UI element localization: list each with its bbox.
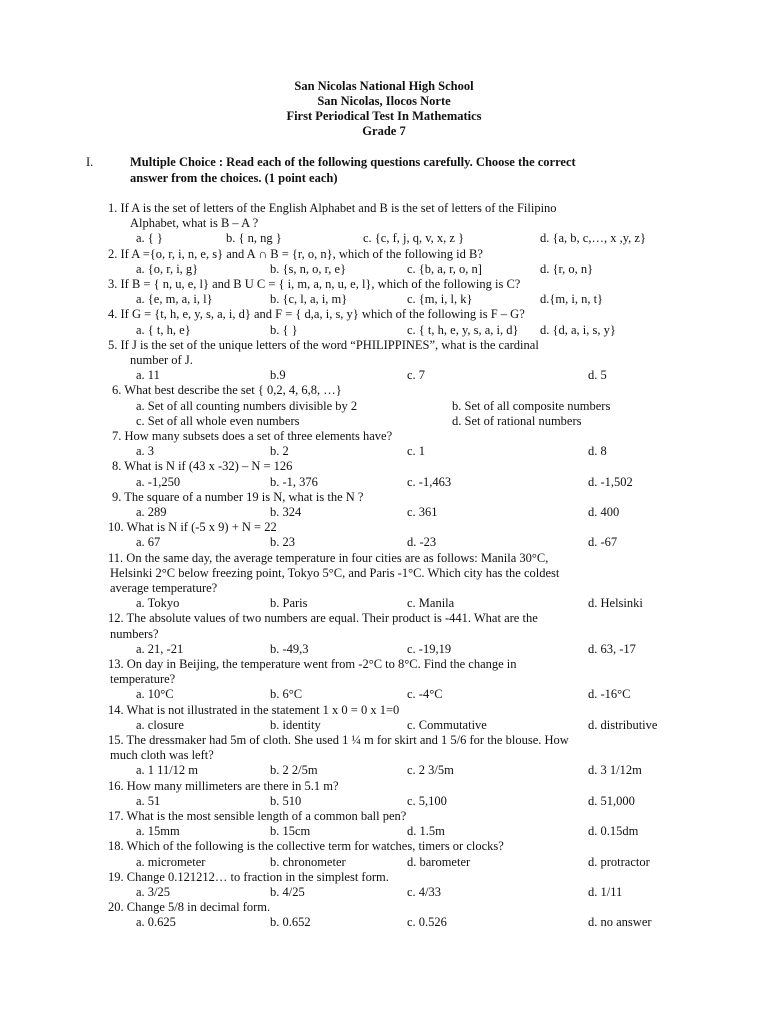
answer-choice: b. 0.652	[270, 915, 311, 930]
document-header	[0, 79, 768, 139]
answer-choice: a. { }	[136, 231, 163, 246]
question-text: average temperature?	[110, 581, 218, 595]
question-text: 20. Change 5/8 in decimal form.	[108, 900, 271, 915]
question-text: 6. What best describe the set { 0,2, 4, 6,8, …}	[112, 383, 342, 398]
answer-choice: a. Tokyo	[136, 596, 180, 611]
answer-choice: d. 0.15dm	[588, 824, 639, 839]
answer-choice: c. -4°C	[407, 687, 443, 702]
answer-choice: a. closure	[136, 717, 184, 732]
answer-choice: b. 15cm	[270, 824, 311, 839]
answer-choice: c. Commutative	[407, 717, 487, 732]
answer-choice: d. {a, b, c,…, x ,y, z}	[540, 231, 646, 246]
question-text: 16. How many millimeters are there in 5.1 m?	[108, 778, 339, 793]
answer-choice: d. -67	[588, 535, 618, 550]
question-text: 13. On day in Beijing, the temperature went from -2°C to 8°C. Find the change in	[108, 657, 517, 671]
answer-choice: d. 51,000	[588, 793, 635, 808]
section-instructions	[130, 155, 690, 186]
answer-choice: d. {r, o, n}	[540, 261, 594, 276]
answer-choice: d. -23	[407, 535, 437, 550]
answer-choice: b. { }	[270, 322, 298, 337]
answer-choice: d. 5	[588, 368, 607, 383]
answer-choice: a. 3	[136, 444, 155, 459]
answer-choice: c. 1	[407, 444, 426, 459]
answer-choice: d. -1,502	[588, 474, 633, 489]
instruction-line: answer from the choices. (1 point each)	[130, 170, 338, 185]
answer-choice: b. 324	[270, 505, 302, 519]
answer-choice: d. distributive	[588, 717, 658, 732]
answer-choice: b. 23	[270, 535, 295, 550]
question-text: 19. Change 0.121212… to fraction in the simplest form.	[108, 869, 389, 884]
answer-choice: a. 10°C	[136, 687, 174, 702]
answer-choice: d.{m, i, n, t}	[540, 292, 604, 307]
answer-choice: d. protractor	[588, 854, 650, 869]
question-text: 1. If A is the set of letters of the English Alphabet and B is the set of letters of the Filipino	[108, 201, 557, 215]
question-text: 11. On the same day, the average temperature in four cities are as follows: Manila 30°C,	[108, 550, 549, 565]
answer-choice: a. -1,250	[136, 474, 181, 489]
answer-choice: b. {s, n, o, r, e}	[270, 261, 347, 276]
answer-choice: a. micrometer	[136, 854, 206, 869]
answer-choice: b. chronometer	[270, 854, 346, 869]
answer-choice: a. 1 11/12 m	[136, 763, 199, 778]
answer-choice: b. 2 2/5m	[270, 763, 318, 778]
answer-choice: a. Set of all counting numbers divisible by 2	[136, 398, 358, 413]
question-text: 3. If B = { n, u, e, l} and B U C = { i, m, a, n, u, e, l}, which of the following is C?	[108, 277, 521, 291]
answer-choice: d. barometer	[407, 854, 471, 869]
question-text: 14. What is not illustrated in the statement 1 x 0 = 0 x 1=0	[108, 702, 400, 717]
question-text: 4. If G = {t, h, e, y, s, a, i, d} and F = { d,a, i, s, y} which of the following is F – G?	[108, 307, 525, 322]
answer-choice: b. 510	[270, 793, 302, 808]
answer-choice: a. 67	[136, 535, 161, 550]
answer-choice: b. {c, l, a, i, m}	[270, 292, 348, 307]
question-text: 8. What is N if (43 x -32) – N = 126	[112, 459, 293, 474]
answer-choice: d. -16°C	[588, 687, 631, 702]
grade-level: Grade 7	[362, 124, 406, 138]
answer-choice: a. { t, h, e}	[136, 322, 191, 337]
answer-choice: a. 51	[136, 793, 161, 808]
answer-choice: d. 400	[588, 505, 620, 519]
answer-choice: a. 0.625	[136, 915, 176, 930]
question-text: 15. The dressmaker had 5m of cloth. She used 1 ¼ m for skirt and 1 5/6 for the blouse. How	[108, 733, 569, 747]
answer-choice: a. 3/25	[136, 885, 171, 899]
question-text: 5. If J is the set of the unique letters of the word “PHILIPPINES”, what is the cardinal	[108, 337, 539, 352]
section-numeral: I.	[86, 155, 94, 169]
answer-choice: c. 7	[407, 368, 426, 383]
answer-choice: c. 4/33	[407, 885, 442, 899]
question-text: much cloth was left?	[110, 748, 214, 763]
answer-choice: b. 4/25	[270, 885, 305, 899]
question-text: 2. If A ={o, r, i, n, e, s} and A ∩ B = {r, o, n}, which of the following id B?	[108, 246, 483, 261]
question-text: 18. Which of the following is the collective term for watches, timers or clocks?	[108, 839, 504, 854]
answer-choice: b. { n, ng }	[226, 231, 282, 246]
instruction-line: Multiple Choice : Read each of the following questions carefully. Choose the correct	[130, 155, 576, 169]
answer-choice: b. -49,3	[270, 641, 309, 656]
answer-choice: d. 8	[588, 444, 607, 459]
answer-choice: a. {e, m, a, i, l}	[136, 292, 213, 307]
school-location: San Nicolas, Ilocos Norte	[317, 94, 451, 108]
answer-choice: b. -1, 376	[270, 474, 318, 489]
answer-choice: d. 3 1/12m	[588, 763, 642, 778]
answer-choice: b.9	[270, 368, 286, 383]
question-text: 9. The square of a number 19 is N, what is the N ?	[112, 489, 364, 504]
answer-choice: b. 2	[270, 444, 289, 459]
question-text: numbers?	[110, 626, 159, 641]
answer-choice: c. {c, f, j, q, v, x, z }	[363, 231, 465, 246]
answer-choice: c. {b, a, r, o, n]	[407, 261, 482, 276]
answer-choice: a. 15mm	[136, 824, 180, 839]
answer-choice: c. { t, h, e, y, s, a, i, d}	[407, 322, 519, 337]
answer-choice: c. 5,100	[407, 793, 447, 808]
answer-choice: b. Set of all composite numbers	[452, 398, 611, 413]
answer-choice: a. 11	[136, 368, 160, 383]
question-text: 10. What is N if (-5 x 9) + N = 22	[108, 520, 277, 535]
school-name: San Nicolas National High School	[294, 79, 474, 93]
answer-choice: d. 1/11	[588, 885, 623, 899]
question-text: Alphabet, what is B – A ?	[130, 216, 259, 231]
question-text: temperature?	[110, 672, 176, 687]
answer-choice: c. -1,463	[407, 474, 452, 489]
answer-choice: c. 0.526	[407, 915, 447, 930]
answer-choice: b. identity	[270, 717, 321, 732]
answer-choice: c. Manila	[407, 596, 455, 611]
question-text: 12. The absolute values of two numbers are equal. Their product is -441. What are the	[108, 611, 538, 626]
answer-choice: d. {d, a, i, s, y}	[540, 322, 616, 337]
answer-choice: a. 21, -21	[136, 641, 184, 656]
answer-choice: a. 289	[136, 505, 167, 519]
answer-choice: d. no answer	[588, 915, 652, 930]
answer-choice: d. Helsinki	[588, 596, 643, 611]
question-text: 7. How many subsets does a set of three elements have?	[112, 429, 393, 443]
answer-choice: b. 6°C	[270, 687, 303, 702]
answer-choice: a. {o, r, i, g}	[136, 261, 199, 276]
answer-choice: c. 2 3/5m	[407, 763, 454, 778]
answer-choice: c. 361	[407, 505, 438, 519]
answer-choice: b. Paris	[270, 596, 308, 611]
answer-choice: c. -19,19	[407, 641, 452, 656]
answer-choice: c. {m, i, l, k}	[407, 292, 473, 307]
answer-choice: d. 1.5m	[407, 824, 445, 839]
question-text: 17. What is the most sensible length of a common ball pen?	[108, 809, 407, 823]
question-text: number of J.	[130, 353, 193, 367]
answer-choice: d. Set of rational numbers	[452, 413, 582, 428]
test-title: First Periodical Test In Mathematics	[286, 109, 482, 123]
question-text: Helsinki 2°C below freezing point, Tokyo 5°C, and Paris -1°C. Which city has the coldest	[110, 565, 560, 580]
answer-choice: d. 63, -17	[588, 641, 636, 656]
answer-choice: c. Set of all whole even numbers	[136, 413, 300, 428]
